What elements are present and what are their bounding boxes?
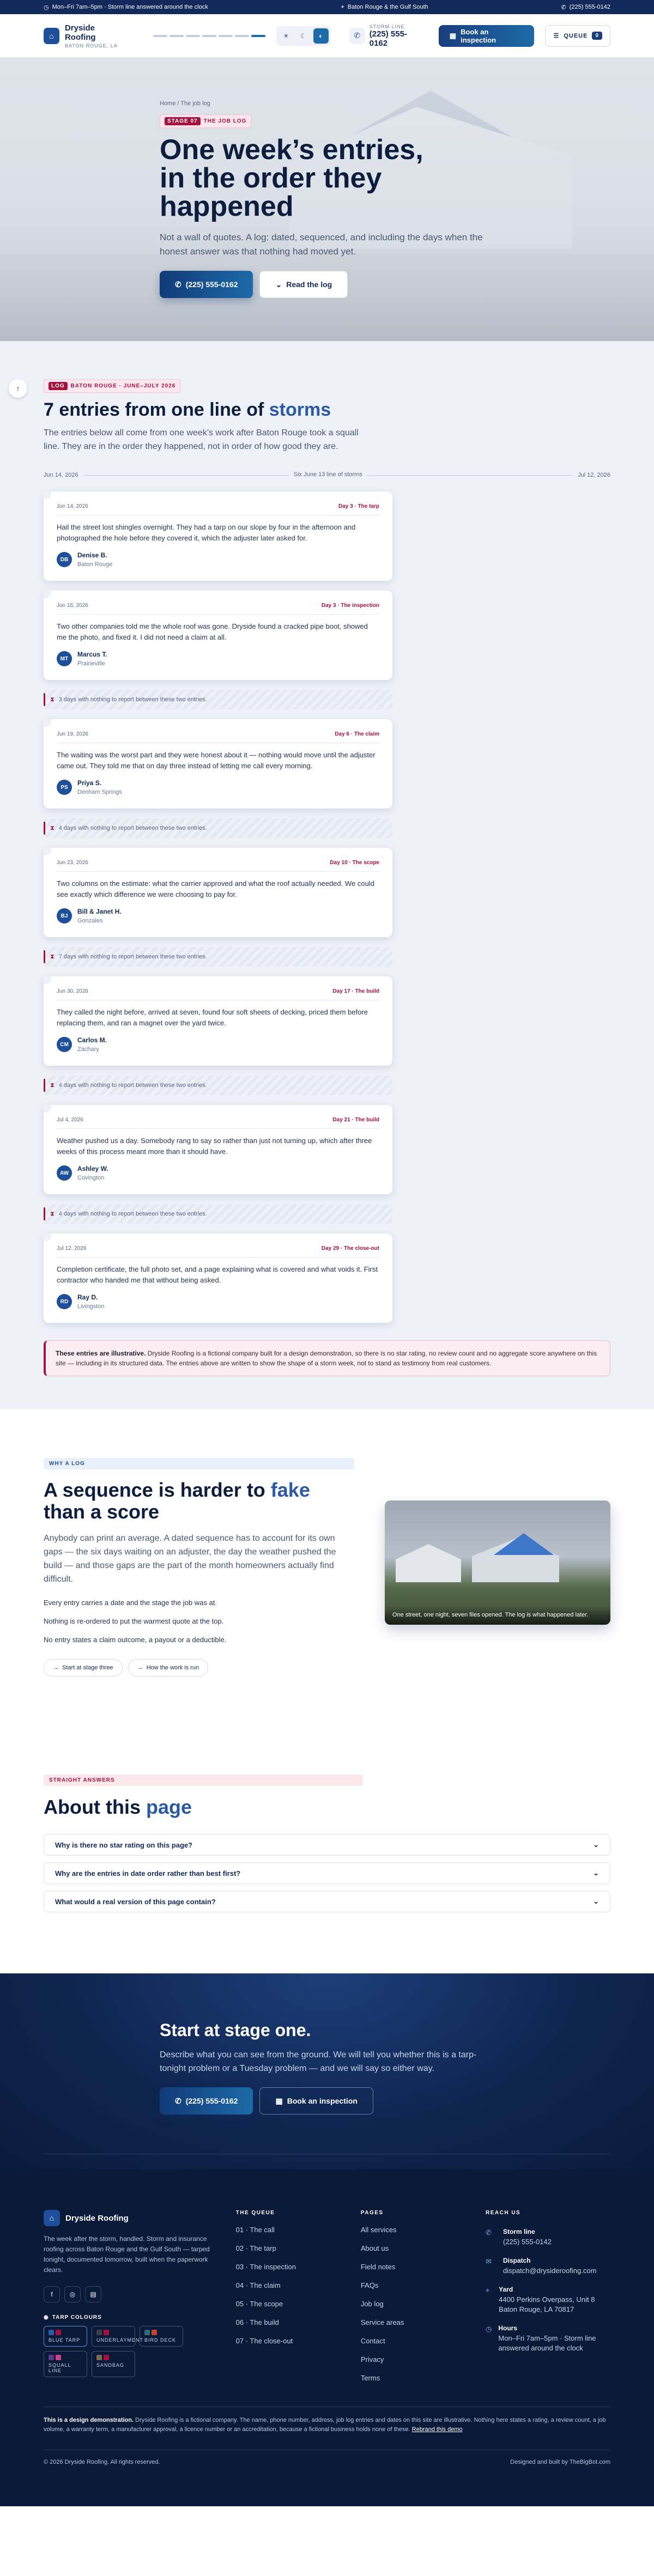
clock-icon: ◷ xyxy=(485,2325,492,2333)
swatch-color xyxy=(144,2330,150,2335)
entry-text: Two other companies told me the whole roof was gone. Dryside found a cracked pipe boot, showed me the photo, and fixed it. I did not need a claim at all. xyxy=(57,622,368,641)
credit-link[interactable]: Designed and built by TheBigBot.com xyxy=(510,2459,610,2465)
swatch-color xyxy=(104,2330,109,2335)
faq-item[interactable]: What would a real version of this page contain? ⌄ xyxy=(44,1891,610,1912)
hourglass-icon: ⧗ xyxy=(50,696,55,703)
queue-links: THE QUEUE 01 · The call 02 · The tarp 03 · The inspection 04 · The claim 05 · The scope 06 · The build 07 · The close-out xyxy=(236,2210,339,2392)
gap-marker: ⧗ 4 days with nothing to report between these two entries. xyxy=(44,1076,392,1095)
page-link[interactable]: Service areas xyxy=(360,2318,404,2326)
page-links: PAGES All services About us Field notes FAQs Job log Service areas Contact Privacy Terms xyxy=(361,2210,464,2392)
faq-item[interactable]: Why is there no star rating on this page? ⌄ xyxy=(44,1834,610,1856)
entry-name: Marcus T. xyxy=(77,651,107,658)
tarp-swatch[interactable]: UNDERLAYMENT xyxy=(92,2326,135,2347)
how-work-run-button[interactable]: → How the work is run xyxy=(128,1659,209,1676)
queue-link[interactable]: 07 · The close-out xyxy=(235,2337,293,2345)
queue-count: 0 xyxy=(592,32,602,40)
mail-icon: ✉ xyxy=(485,2257,492,2265)
log-title: 7 entries from one line of storms xyxy=(44,399,331,420)
swatch-color xyxy=(96,2330,102,2335)
swatch-color xyxy=(104,2355,109,2360)
avatar: RD xyxy=(57,1294,72,1309)
entry-date: Jul 12, 2026 xyxy=(57,1246,87,1251)
page-link[interactable]: Field notes xyxy=(360,2263,396,2271)
entry-text: Completion certificate, the full photo set, and a page explaining what is covered and what voids it. First contractor who handed me that without being asked. xyxy=(57,1265,378,1284)
street-photo xyxy=(385,1500,610,1625)
arrow-icon: → xyxy=(53,1664,59,1671)
queue-link[interactable]: 05 · The scope xyxy=(235,2300,283,2308)
tarp-swatch[interactable]: SANDBAG xyxy=(92,2351,135,2377)
logo-icon: ⌂ xyxy=(44,28,59,44)
hourglass-icon: ⧗ xyxy=(50,1082,55,1089)
entry-stage: Day 21 · The build xyxy=(332,1117,379,1123)
map-icon[interactable]: ▤ xyxy=(85,2286,101,2302)
entry-place: Zachary xyxy=(77,1046,99,1053)
palette-icon: ◉ xyxy=(44,2314,49,2320)
breadcrumb: Home / The job log xyxy=(160,100,210,107)
page-link[interactable]: Contact xyxy=(360,2337,385,2345)
entry-place: Prairieville xyxy=(77,660,105,667)
reach-item[interactable]: ⌖ Yard 4400 Perkins Overpass, Unit 8 Baton Rouge, LA 70817 xyxy=(485,2286,595,2313)
entry-place: Covington xyxy=(77,1175,105,1181)
reach-us: REACH US ✆ Storm line (225) 555-0142 ✉ Dispatch dispatch@drysideroofing.com ⌖ Yard 4400 Perkins Overpass, Unit 8 Baton Rouge, LA 70817 ◷ Hours Mon–Fri 7am–5pm · Storm line answered around the clock xyxy=(486,2210,610,2392)
scroll-up-icon[interactable]: ↑ xyxy=(9,379,27,398)
tarp-swatch[interactable]: BLUE TARP xyxy=(44,2326,87,2347)
log-entry xyxy=(44,591,392,680)
facebook-icon[interactable]: f xyxy=(44,2286,60,2302)
chevron-down-icon: ⌄ xyxy=(275,280,282,289)
brand-sub: BATON ROUGE, LA xyxy=(64,42,118,48)
swatch-color xyxy=(49,2330,54,2335)
log-entry xyxy=(44,491,392,581)
moon-icon[interactable]: ☾ xyxy=(300,32,307,40)
tarp-swatch[interactable]: SQUALL LINE xyxy=(44,2351,87,2377)
arrow-icon: → xyxy=(137,1664,143,1671)
illustrative-note: These entries are illustrative. Dryside Roofing is a fictional company built for a design demonstration, so there is no star rating, no review count and no aggregate score anywhere on this site — including in its structured data. The entries above are written to show the shape of a storm week, not to stand as testimony from real customers. xyxy=(44,1340,610,1376)
page-link[interactable]: FAQs xyxy=(360,2281,379,2289)
clock-icon: ◷ xyxy=(44,4,49,11)
sun-icon[interactable]: ☀ xyxy=(283,32,289,40)
why-points xyxy=(44,1594,354,1649)
entry-text: Two columns on the estimate: what the carrier approved and what the roof actually needed. We could see exactly which difference we were choosing to pay for. xyxy=(57,879,374,898)
entry-stage: Day 17 · The build xyxy=(332,988,379,994)
footer-logo[interactable]: ⌂ Dryside Roofing xyxy=(44,2210,214,2226)
page-link[interactable]: About us xyxy=(360,2244,389,2252)
hourglass-icon: ⧗ xyxy=(50,824,55,831)
avatar: BJ xyxy=(57,908,72,924)
book-inspection-button[interactable]: ▦ Book an inspection xyxy=(439,25,535,47)
log-chip: LOG BATON ROUGE · JUNE–JULY 2026 xyxy=(44,379,180,393)
entry-name: Priya S. xyxy=(77,779,102,787)
tarp-swatches xyxy=(44,2326,191,2377)
faq-section xyxy=(0,1726,654,1973)
entry-place: Livingston xyxy=(77,1303,105,1310)
phone-icon: ✆ xyxy=(175,2096,181,2105)
theme-switcher xyxy=(276,26,331,46)
social-links xyxy=(44,2286,214,2302)
why-point: No entry states a claim outcome, a payout or a deductible. xyxy=(44,1636,227,1644)
progress-step[interactable] xyxy=(153,35,167,37)
hours-text: ◷ Mon–Fri 7am–5pm · Storm line answered around the clock xyxy=(44,4,208,11)
entry-date: Jul 4, 2026 xyxy=(57,1117,83,1123)
area-text: ⌖ Baton Rouge & the Gulf South xyxy=(341,3,428,10)
brand-name: Dryside Roofing xyxy=(64,23,96,42)
swatch-color xyxy=(152,2330,157,2335)
site-header xyxy=(0,14,654,58)
log-entry xyxy=(44,848,392,937)
why-chip: WHY A LOG xyxy=(44,1458,354,1469)
entry-date: Jun 23, 2026 xyxy=(57,860,88,866)
avatar: DB xyxy=(57,552,72,567)
avatar: AW xyxy=(57,1165,72,1181)
cta-book-button[interactable]: ▦ Book an inspection xyxy=(259,2087,373,2115)
hero xyxy=(0,58,654,341)
gap-marker: ⧗ 4 days with nothing to report between these two entries. xyxy=(44,1204,392,1224)
instagram-icon[interactable]: ◎ xyxy=(64,2286,81,2302)
faq-item[interactable]: Why are the entries in date order rather than best first? ⌄ xyxy=(44,1862,610,1884)
entry-place: Denham Springs xyxy=(77,789,122,795)
queue-link[interactable]: 04 · The claim xyxy=(235,2281,281,2289)
contrast-icon[interactable]: ◐ xyxy=(313,28,329,44)
swatch-color xyxy=(49,2355,54,2360)
swatch-color xyxy=(96,2355,102,2360)
log-entry xyxy=(44,1234,392,1323)
entry-text: The waiting was the worst part and they were honest about it — nothing would move until the adjuster came out. They told me that on day three instead of letting me call every morning. xyxy=(57,751,376,770)
reach-item[interactable]: ✆ Storm line (225) 555-0142 xyxy=(485,2228,552,2246)
entry-name: Bill & Janet H. xyxy=(77,908,122,915)
page-link[interactable]: Job log xyxy=(360,2300,384,2308)
hourglass-icon: ⧗ xyxy=(50,953,55,960)
cta-text: Describe what you can see from the ground. We will tell you whether this is a tarp-tonight problem or a Tuesday problem — and we will say so either way. xyxy=(160,2050,477,2073)
gap-marker: ⧗ 4 days with nothing to report between these two entries. xyxy=(44,818,392,838)
entry-text: Hail the street lost shingles overnight. They had a tarp on our slope by four in the afternoon and photographed the hole before they covered it, which the adjuster later asked for. xyxy=(57,523,356,542)
entries-list xyxy=(44,491,392,1323)
cta-call-button[interactable]: ✆ (225) 555-0162 xyxy=(160,2087,253,2115)
pin-icon: ⌖ xyxy=(485,2286,490,2294)
photo-caption: One street, one night, seven files opened. The log is what happened later. xyxy=(385,1606,610,1625)
cta-title: Start at stage one. xyxy=(160,2020,311,2040)
page-link[interactable]: Terms xyxy=(360,2374,380,2382)
phone-icon: ✆ xyxy=(175,280,181,289)
entry-date: Jun 19, 2026 xyxy=(57,731,88,737)
read-log-button[interactable]: ⌄ Read the log xyxy=(259,271,348,298)
entry-place: Baton Rouge xyxy=(77,561,113,568)
logo[interactable] xyxy=(44,23,126,48)
calendar-icon: ▦ xyxy=(449,31,457,40)
entry-stage: Day 10 · The scope xyxy=(330,860,379,866)
phone-icon: ✆ xyxy=(561,4,566,11)
entry-date: Jun 30, 2026 xyxy=(57,988,88,994)
progress-step-active[interactable] xyxy=(251,35,265,37)
entry-name: Ashley W. xyxy=(77,1165,108,1172)
logo-icon: ⌂ xyxy=(44,2210,60,2226)
top-bar xyxy=(0,0,654,14)
queue-link[interactable]: 01 · The call xyxy=(235,2226,275,2234)
swatch-color xyxy=(56,2355,61,2360)
queue-link[interactable]: 03 · The inspection xyxy=(235,2263,296,2271)
progress-step[interactable] xyxy=(169,35,184,37)
progress-step[interactable] xyxy=(202,35,216,37)
progress-step[interactable] xyxy=(235,35,249,37)
reach-item[interactable]: ✉ Dispatch dispatch@drysideroofing.com xyxy=(485,2257,597,2275)
entry-stage: Day 3 · The inspection xyxy=(321,603,379,609)
entry-date: Jun 16, 2026 xyxy=(57,603,88,609)
avatar: MT xyxy=(57,651,72,666)
why-point: Every entry carries a date and the stage the job was at. xyxy=(44,1599,217,1607)
topbar-phone[interactable]: ✆ (225) 555-0142 xyxy=(561,4,610,11)
entry-name: Ray D. xyxy=(77,1293,98,1301)
why-lead: Anybody can print an average. A dated sequence has to account for its own gaps — the six days waiting on an adjuster, the day the weather pushed the build — and those gaps are the part of the month homeowners actually find difficult. xyxy=(44,1534,336,1584)
phone-icon: ✆ xyxy=(349,28,365,44)
demo-disclaimer: This is a design demonstration. Dryside Roofing is a fictional company. The name, phone number, address, job log entries and dates on this site are illustrative. Nothing here states a rating, a review count, a job volume, a warranty term, a manufacturer approval, a licence number or an accreditation, because a fictional business holds none of these. Rebrand this demo xyxy=(44,2407,610,2434)
progress-step[interactable] xyxy=(219,35,233,37)
storm-line[interactable]: ✆ STORM LINE (225) 555-0162 xyxy=(349,24,423,48)
timeline-axis xyxy=(44,472,610,478)
swatch-color xyxy=(56,2330,61,2335)
chevron-down-icon: ⌄ xyxy=(593,1840,599,1849)
entry-text: Weather pushed us a day. Somebody rang to say so rather than just not turning up, which after three weeks of this process meant more than it should have. xyxy=(57,1137,372,1156)
job-log-section xyxy=(0,341,654,1409)
list-icon: ☰ xyxy=(553,33,560,39)
axis-end: Jul 12, 2026 xyxy=(578,472,610,478)
pin-icon: ⌖ xyxy=(341,3,344,10)
faq-chip: STRAIGHT ANSWERS xyxy=(44,1775,363,1786)
call-button[interactable]: ✆ (225) 555-0162 xyxy=(160,271,253,298)
page-link[interactable]: All services xyxy=(360,2226,397,2234)
entry-text: They called the night before, arrived at seven, found four soft sheets of decking, priced them before replacing them, and ran a magnet over the yard twice. xyxy=(57,1008,368,1027)
log-entry xyxy=(44,976,392,1066)
rebrand-link[interactable]: Rebrand this demo xyxy=(411,2426,463,2433)
entry-date: Jun 14, 2026 xyxy=(57,503,88,509)
tarp-swatch[interactable]: BIRD DECK xyxy=(140,2326,183,2347)
why-log-section xyxy=(0,1409,654,1726)
faq-title: About this page xyxy=(44,1796,192,1818)
entry-stage: Day 29 · The close-out xyxy=(321,1246,379,1251)
avatar: PS xyxy=(57,780,72,795)
queue-link[interactable]: 02 · The tarp xyxy=(235,2244,276,2252)
hero-lead: Not a wall of quotes. A log: dated, sequenced, and including the days when the honest answer was that nothing had moved yet. xyxy=(160,232,483,257)
photo-house xyxy=(396,1544,461,1582)
page-link[interactable]: Privacy xyxy=(360,2355,384,2364)
reach-item[interactable]: ◷ Hours Mon–Fri 7am–5pm · Storm line answered around the clock xyxy=(485,2324,596,2352)
entry-name: Denise B. xyxy=(77,551,107,559)
log-entry xyxy=(44,719,392,809)
entry-stage: Day 6 · The claim xyxy=(335,731,379,737)
copyright: © 2026 Dryside Roofing. All rights reserved. xyxy=(44,2459,160,2465)
gap-marker: ⧗ 7 days with nothing to report between these two entries. xyxy=(44,947,392,967)
chevron-down-icon: ⌄ xyxy=(593,1897,599,1905)
why-point: Nothing is re-ordered to put the warmest quote at the top. xyxy=(44,1617,224,1625)
entry-stage: Day 3 · The tarp xyxy=(338,503,379,509)
why-title: A sequence is harder to fake than a score xyxy=(44,1479,310,1523)
gap-marker: ⧗ 3 days with nothing to report between these two entries. xyxy=(44,690,392,709)
log-entry xyxy=(44,1105,392,1194)
hourglass-icon: ⧗ xyxy=(50,1210,55,1217)
cta-section xyxy=(0,1973,654,2170)
chevron-down-icon: ⌄ xyxy=(593,1869,599,1877)
footer xyxy=(0,2170,654,2506)
log-intro: The entries below all come from one week’s work after Baton Rouge took a squall line. They are in the order they happened, not in order of how good they are. xyxy=(44,428,359,451)
footer-about: The week after the storm, handled. Storm and insurance roofing across Baton Rouge and the Gulf South — tarped tonight, documented tomorrow, built when the paperwork clears. xyxy=(44,2235,210,2274)
page-title: One week’s entries, in the order they happened xyxy=(160,134,423,222)
queue-button[interactable]: ☰ QUEUE 0 xyxy=(545,25,610,47)
crumb-home[interactable]: Home xyxy=(160,100,176,107)
stage-chip: STAGE 07 THE JOB LOG xyxy=(160,114,251,128)
progress-tabs xyxy=(153,35,265,37)
start-stage-three-button[interactable]: → Start at stage three xyxy=(44,1659,123,1676)
entry-name: Carlos M. xyxy=(77,1036,107,1044)
axis-start: Jun 14, 2026 xyxy=(44,472,78,478)
progress-step[interactable] xyxy=(186,35,200,37)
tarp-heading: ◉ TARP COLOURS xyxy=(44,2314,102,2320)
axis-mid: Six June 13 line of storms xyxy=(289,471,367,478)
queue-link[interactable]: 06 · The build xyxy=(235,2318,279,2326)
phone-icon: ✆ xyxy=(485,2228,492,2237)
calendar-icon: ▦ xyxy=(275,2096,283,2105)
avatar: CM xyxy=(57,1037,72,1052)
crumb-current: The job log xyxy=(180,100,210,107)
entry-place: Gonzales xyxy=(77,918,103,924)
